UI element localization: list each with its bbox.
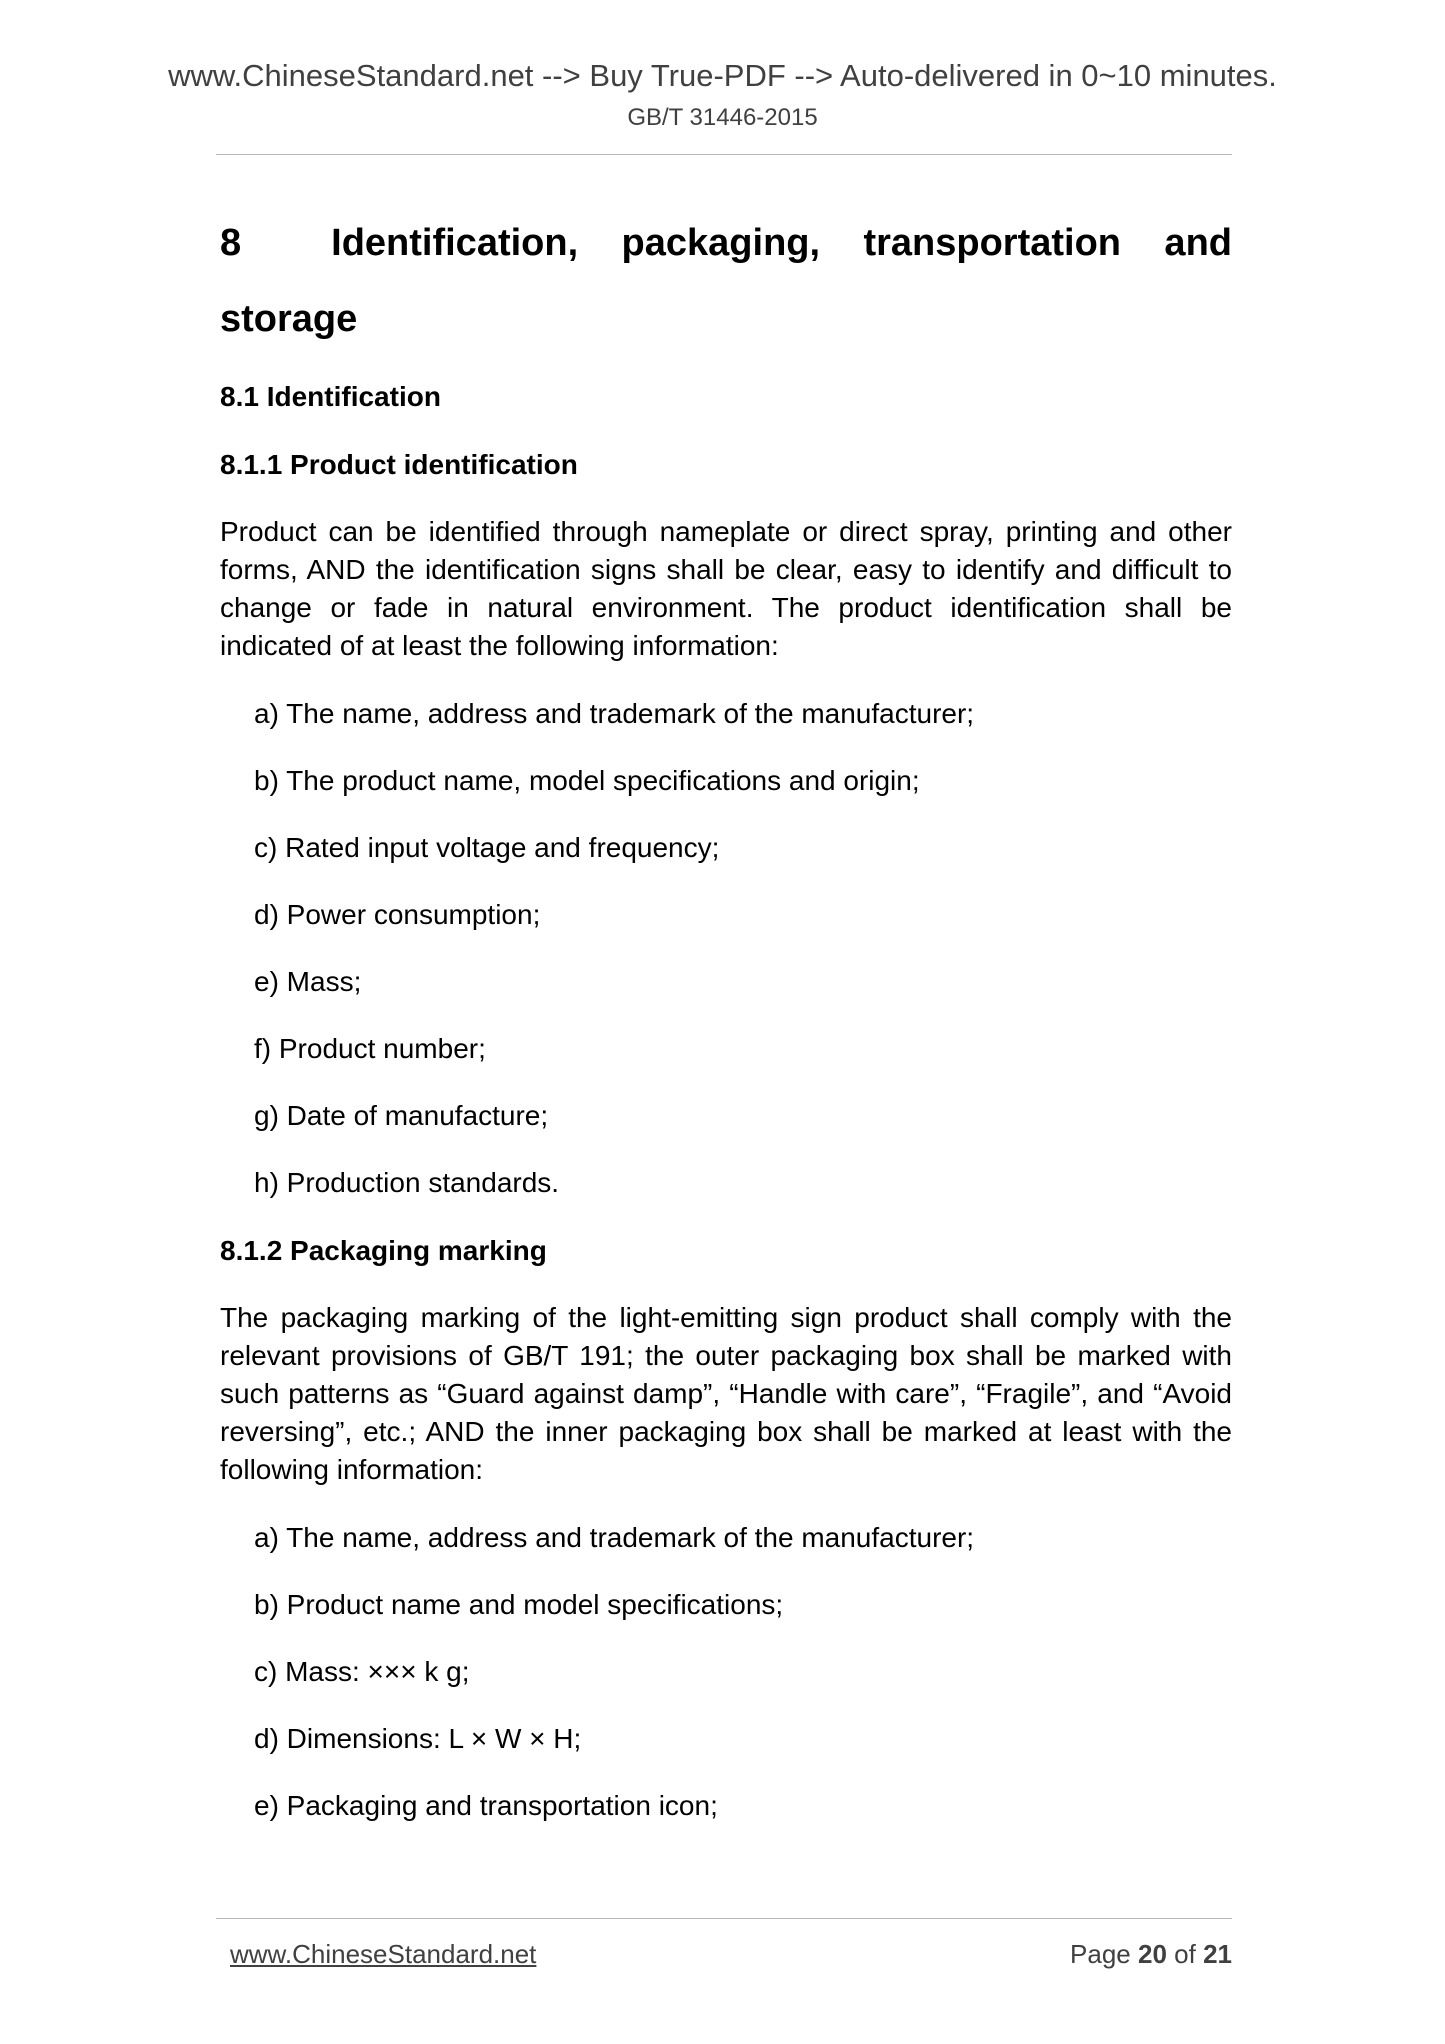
list-item: c) Rated input voltage and frequency; bbox=[254, 832, 720, 863]
list-item: c) Mass: ××× k g; bbox=[254, 1656, 470, 1687]
section-heading bbox=[220, 205, 1232, 357]
page-indicator bbox=[1070, 1938, 1232, 1970]
footer-site-link[interactable]: www.ChineseStandard.net bbox=[230, 1939, 537, 1969]
list-item: d) Dimensions: L × W × H; bbox=[254, 1723, 582, 1754]
header-banner: www.ChineseStandard.net --> Buy True-PDF --> Auto-delivered in 0~10 minutes. bbox=[168, 58, 1277, 93]
packaging-marking-paragraph: The packaging marking of the light-emitting sign product shall comply with the relevant provisions of GB/T 191; the outer packaging box shall be marked with such patterns as “Guard against damp”, “Handle with care”, “Fragile”, and “Avoid reversing”, etc.; AND the inner packaging box shall be marked at least with the following information: bbox=[220, 1302, 1232, 1485]
packaging-marking-list bbox=[220, 1520, 1232, 1824]
page-prefix: Page bbox=[1070, 1939, 1131, 1969]
subsection-heading-8-1-1: 8.1.1 Product identification bbox=[220, 449, 578, 480]
footer-divider bbox=[216, 1918, 1232, 1919]
section-title: Identification, packaging, transportation and storage bbox=[220, 222, 1232, 340]
page-separator: of bbox=[1174, 1939, 1196, 1969]
document-number: GB/T 31446-2015 bbox=[627, 104, 818, 131]
list-item: a) The name, address and trademark of the manufacturer; bbox=[254, 1522, 975, 1553]
product-identification-list bbox=[220, 696, 1232, 1201]
list-item: g) Date of manufacture; bbox=[254, 1100, 549, 1131]
header-divider bbox=[216, 154, 1232, 155]
list-item: a) The name, address and trademark of the manufacturer; bbox=[254, 698, 975, 729]
list-item: h) Production standards. bbox=[254, 1167, 560, 1198]
section-number: 8 bbox=[220, 222, 242, 264]
page-current: 20 bbox=[1138, 1939, 1167, 1969]
subsection-heading-8-1-2: 8.1.2 Packaging marking bbox=[220, 1235, 547, 1266]
product-identification-paragraph: Product can be identified through nameplate or direct spray, printing and other forms, AND the identification signs shall be clear, easy to identify and difficult to change or fade in natural environment. The product identification shall be indicated of at least the following information: bbox=[220, 516, 1232, 661]
list-item: d) Power consumption; bbox=[254, 899, 541, 930]
list-item: f) Product number; bbox=[254, 1033, 486, 1064]
list-item: b) The product name, model specifications and origin; bbox=[254, 765, 920, 796]
list-item: e) Packaging and transportation icon; bbox=[254, 1790, 718, 1821]
list-item: e) Mass; bbox=[254, 966, 362, 997]
list-item: b) Product name and model specifications; bbox=[254, 1589, 784, 1620]
page-body bbox=[220, 205, 1232, 1824]
subsection-heading-8-1: 8.1 Identification bbox=[220, 381, 441, 412]
page-total: 21 bbox=[1203, 1939, 1232, 1969]
